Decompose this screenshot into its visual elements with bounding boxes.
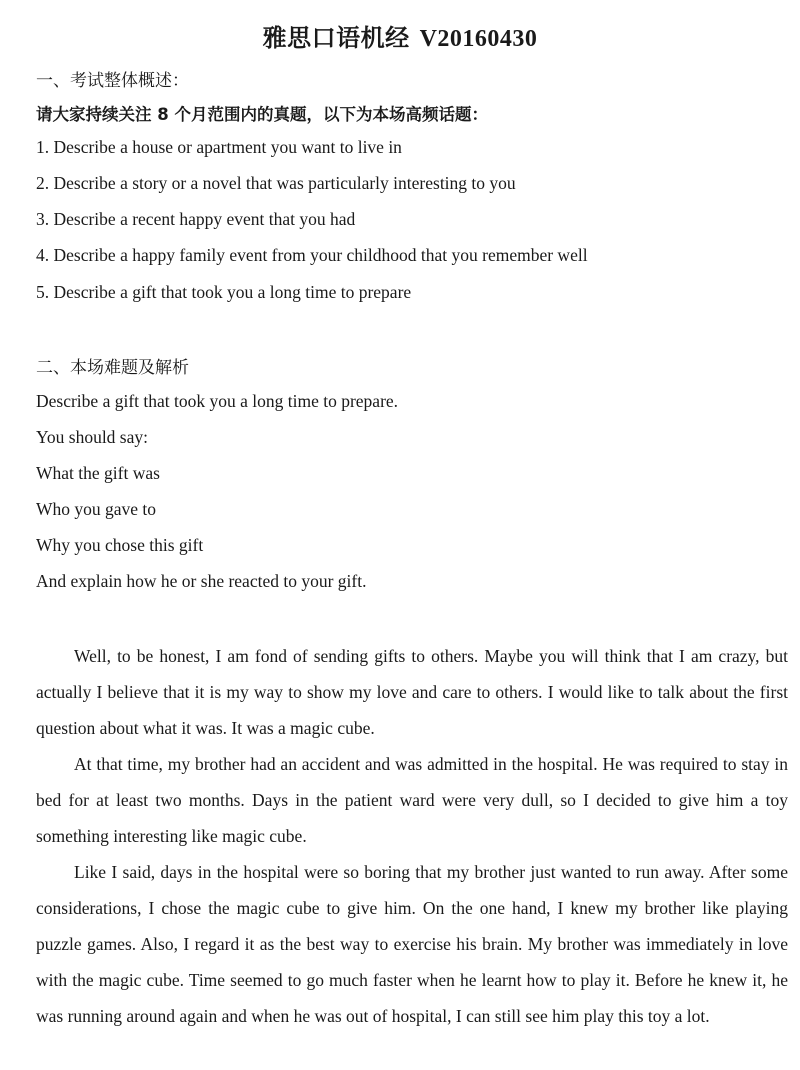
topic-item: 5. Describe a gift that took you a long time to prepare — [36, 282, 412, 302]
cue-card-line: Why you chose this gift — [36, 535, 204, 555]
title-main: 雅思口语机经 — [262, 24, 410, 52]
topic-item: 4. Describe a happy family event from your childhood that you remember well — [36, 245, 588, 265]
document-title — [0, 18, 800, 53]
answer-paragraph: Like I said, days in the hospital were so boring that my brother just wanted to run away. After some considerations, I chose the magic cube to give him. On the one hand, I knew my brother like playing puzzle games. Also, I regard it as the best way to exercise his brain. My brother was immediately in love with the magic cube. Time seemed to go much faster when he learnt how to play it. Before he knew it, he was running around again and when he was out of hospital, I can still see him play this toy a lot. — [36, 862, 788, 1026]
title-version: V20160430 — [419, 26, 538, 52]
cue-card-line: What the gift was — [36, 463, 160, 483]
section1-notice: 请大家持续关注 8 个月范围内的真题，以下为本场高频话题： — [36, 105, 488, 124]
cue-card-line: You should say: — [36, 427, 148, 447]
section2-heading: 二、本场难题及解析 — [36, 358, 189, 378]
topic-item: 3. Describe a recent happy event that you had — [36, 209, 356, 229]
answer-paragraph: Well, to be honest, I am fond of sending gifts to others. Maybe you will think that I am crazy, but actually I believe that it is my way to show my love and care to others. I would like to talk about the first question about what it was. It was a magic cube. — [36, 646, 788, 738]
section1-heading: 一、考试整体概述： — [36, 71, 189, 91]
cue-card-line: And explain how he or she reacted to your gift. — [36, 571, 367, 591]
cue-card-line: Describe a gift that took you a long time to prepare. — [36, 391, 399, 411]
topic-item: 2. Describe a story or a novel that was particularly interesting to you — [36, 173, 516, 193]
cue-card-line: Who you gave to — [36, 499, 157, 519]
answer-paragraph: At that time, my brother had an accident and was admitted in the hospital. He was required to stay in bed for at least two months. Days in the patient ward were very dull, so I decided to give him a toy something interesting like magic cube. — [36, 754, 788, 846]
topic-item: 1. Describe a house or apartment you want to live in — [36, 137, 402, 157]
